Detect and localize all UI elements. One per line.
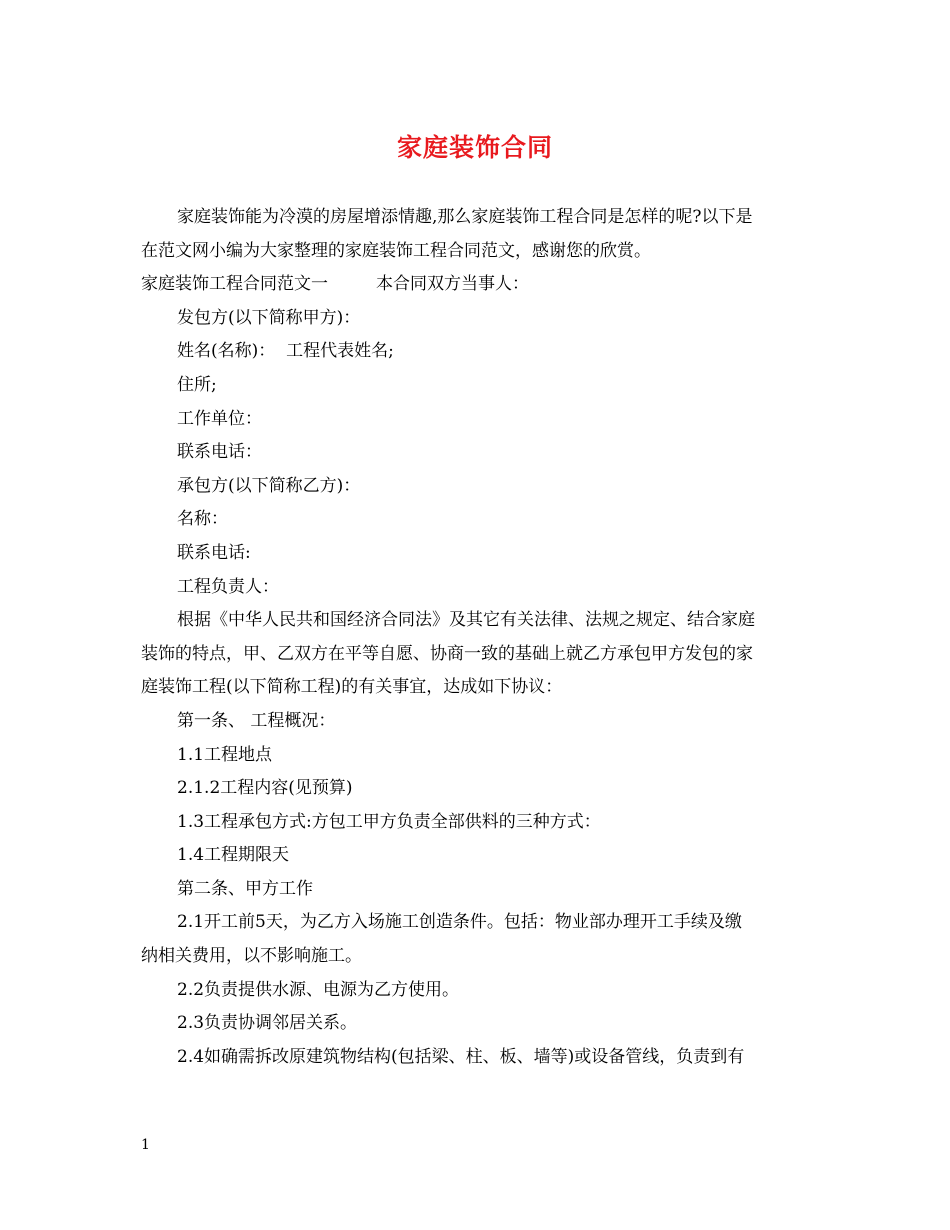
paragraph-line: 工作单位：: [177, 408, 262, 429]
paragraph-line: [141, 335, 821, 369]
paragraph-line: 2.2负责提供水源、电源为乙方使用。: [177, 979, 460, 1000]
paragraph-line: 发包方(以下简称甲方)：: [177, 307, 361, 328]
paragraph-line: 在范文网小编为大家整理的家庭装饰工程合同范文，感谢您的欣赏。: [141, 240, 651, 261]
paragraph-line: 名称：: [177, 509, 228, 530]
representative-label: 工程代表姓名;: [286, 341, 394, 362]
paragraph-line: 2.4如确需拆改原建筑物结构(包括梁、柱、板、墙等)或设备管线，负责到有: [177, 1046, 745, 1067]
document-title: 家庭装饰合同: [396, 133, 553, 162]
paragraph-line: 1.4工程期限天: [177, 845, 290, 866]
name-label: 姓名(名称)：: [177, 341, 276, 362]
paragraph-line: [141, 268, 821, 302]
document-body: [141, 201, 821, 1074]
paragraph-line: 纳相关费用，以不影响施工。: [141, 946, 362, 967]
paragraph-line: 联系电话：: [177, 442, 262, 463]
paragraph-line: 庭装饰工程(以下简称工程)的有关事宜，达成如下协议：: [141, 677, 563, 698]
article-heading: 第二条、甲方工作: [177, 878, 313, 899]
paragraph-line: 2.3负责协调邻居关系。: [177, 1013, 358, 1034]
paragraph-line: 家庭装饰能为冷漠的房屋增添情趣,那么家庭装饰工程合同是怎样的呢?以下是: [177, 207, 753, 227]
paragraph-line: 承包方(以下简称乙方)：: [177, 475, 361, 496]
paragraph-line: 1.3工程承包方式:方包工甲方负责全部供料的三种方式：: [177, 811, 601, 832]
article-heading: 第一条、 工程概况：: [177, 710, 336, 731]
paragraph-line: 2.1开工前5天，为乙方入场施工创造条件。包括：物业部办理开工手续及缴: [177, 912, 742, 933]
page-number: 1: [141, 1137, 150, 1153]
paragraph-line: 工程负责人：: [177, 576, 279, 597]
section-heading: 家庭装饰工程合同范文一: [141, 274, 328, 295]
parties-heading: 本合同双方当事人：: [376, 274, 529, 295]
paragraph-line: 联系电话:: [177, 542, 251, 563]
paragraph-line: 装饰的特点，甲、乙双方在平等自愿、协商一致的基础上就乙方承包甲方发包的家: [141, 643, 753, 664]
paragraph-line: 根据《中华人民共和国经济合同法》及其它有关法律、法规之规定、结合家庭: [177, 610, 755, 631]
paragraph-line: 1.1工程地点: [177, 744, 273, 765]
paragraph-line: 2.1.2工程内容(见预算): [177, 778, 353, 799]
paragraph-line: 住所;: [177, 374, 217, 395]
